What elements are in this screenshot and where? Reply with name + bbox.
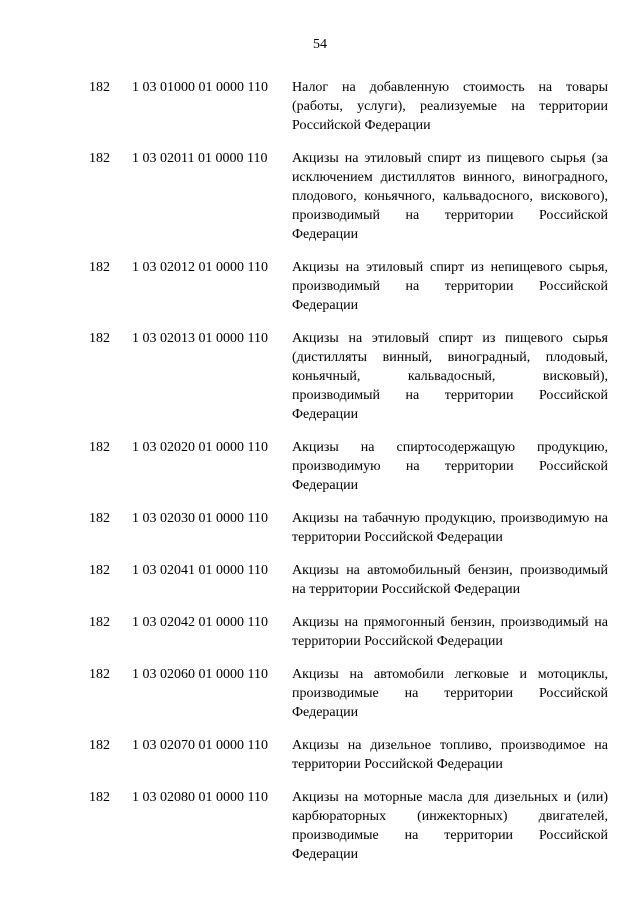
- budget-classification-code: 1 03 02011 01 0000 110: [132, 151, 268, 166]
- budget-classification-code: 1 03 02030 01 0000 110: [132, 511, 268, 526]
- table-row: [0, 736, 640, 774]
- revenue-description: Акцизы на автомобили легковые и мотоциклы, производимые на территории Российской Федерации: [292, 667, 608, 720]
- page-number: 54: [313, 37, 327, 52]
- table-row: [0, 438, 640, 495]
- table-row: [0, 788, 640, 864]
- budget-classification-code: 1 03 02020 01 0000 110: [132, 440, 268, 455]
- revenue-description: Акцизы на автомобильный бензин, производимый на территории Российской Федерации: [292, 563, 608, 597]
- revenue-description: Акцизы на прямогонный бензин, производимый на территории Российской Федерации: [292, 615, 608, 649]
- budget-classification-code: 1 03 02080 01 0000 110: [132, 790, 268, 805]
- admin-code: 182: [89, 563, 110, 578]
- budget-code-table: [0, 78, 640, 878]
- admin-code: 182: [89, 440, 110, 455]
- admin-code: 182: [89, 331, 110, 346]
- revenue-description: Налог на добавленную стоимость на товары (работы, услуги), реализуемые на территории Российской Федерации: [292, 80, 608, 133]
- admin-code: 182: [89, 260, 110, 275]
- table-row: [0, 509, 640, 547]
- table-row: [0, 78, 640, 135]
- table-row: [0, 329, 640, 424]
- budget-classification-code: 1 03 02041 01 0000 110: [132, 563, 268, 578]
- admin-code: 182: [89, 80, 110, 95]
- revenue-description: Акцизы на этиловый спирт из пищевого сырья (дистилляты винный, виноградный, плодовый, коньячный, кальвадосный, висковый), производимый на территории Российской Федерации: [292, 331, 608, 422]
- table-row: [0, 149, 640, 244]
- admin-code: 182: [89, 511, 110, 526]
- budget-classification-code: 1 03 02060 01 0000 110: [132, 667, 268, 682]
- admin-code: 182: [89, 151, 110, 166]
- budget-classification-code: 1 03 02070 01 0000 110: [132, 738, 268, 753]
- admin-code: 182: [89, 615, 110, 630]
- budget-classification-code: 1 03 02013 01 0000 110: [132, 331, 268, 346]
- admin-code: 182: [89, 790, 110, 805]
- budget-classification-code: 1 03 02042 01 0000 110: [132, 615, 268, 630]
- revenue-description: Акцизы на этиловый спирт из пищевого сырья (за исключением дистиллятов винного, виноградного, плодового, коньячного, кальвадосного, вискового), производимый на территории Российской Федерации: [292, 151, 608, 242]
- table-row: [0, 665, 640, 722]
- revenue-description: Акцизы на спиртосодержащую продукцию, производимую на территории Российской Федерации: [292, 440, 608, 493]
- revenue-description: Акцизы на табачную продукцию, производимую на территории Российской Федерации: [292, 511, 608, 545]
- revenue-description: Акцизы на этиловый спирт из непищевого сырья, производимый на территории Российской Федерации: [292, 260, 608, 313]
- budget-classification-code: 1 03 02012 01 0000 110: [132, 260, 268, 275]
- admin-code: 182: [89, 738, 110, 753]
- table-row: [0, 613, 640, 651]
- admin-code: 182: [89, 667, 110, 682]
- budget-classification-code: 1 03 01000 01 0000 110: [132, 80, 268, 95]
- revenue-description: Акцизы на дизельное топливо, производимое на территории Российской Федерации: [292, 738, 608, 772]
- table-row: [0, 258, 640, 315]
- revenue-description: Акцизы на моторные масла для дизельных и (или) карбюраторных (инжекторных) двигателей, производимые на территории Российской Федерации: [292, 790, 608, 862]
- table-row: [0, 561, 640, 599]
